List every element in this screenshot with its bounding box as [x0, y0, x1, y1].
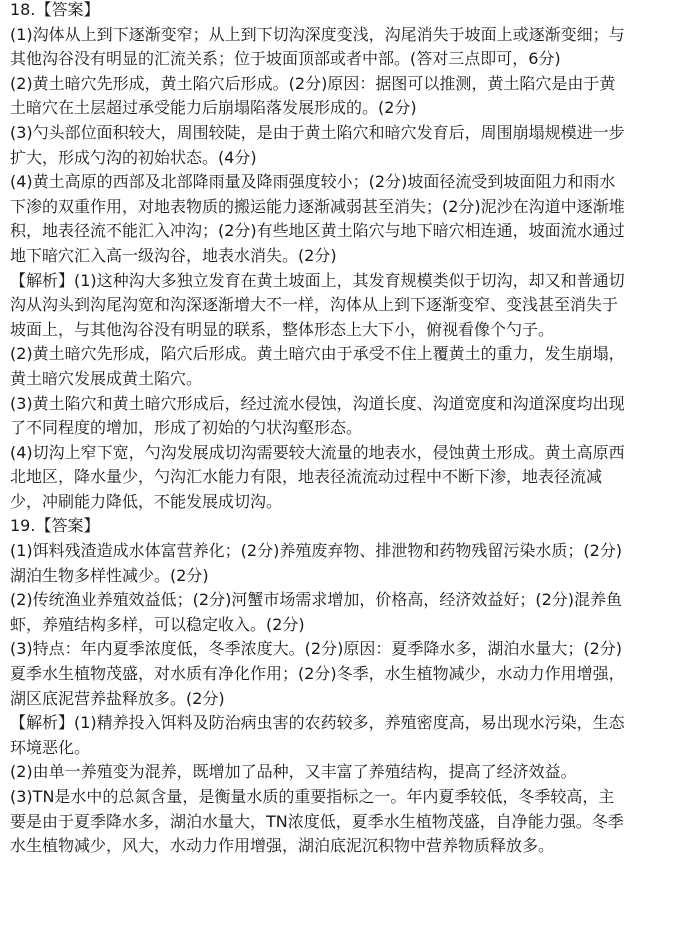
text-line: (1)沟体从上到下逐渐变窄；从上到下切沟深度变浅，沟尾消失于坡面上或逐渐变细；与 [10, 24, 625, 44]
text-line: 湖区底泥营养盐释放多。(2分) [10, 688, 225, 708]
text-line: 沟从沟头到沟尾沟宽和沟深逐渐增大不一样，沟体从上到下逐渐变窄、变浅甚至消失于 [10, 295, 619, 315]
text-line: (3)TN是水中的总氮含量，是衡量水质的重要指标之一。年内夏季较低，冬季较高，主 [10, 787, 615, 806]
text-line: 下渗的双重作用，对地表物质的搬运能力逐渐减弱甚至消失；(2分)泥沙在沟道中逐渐堆 [10, 196, 625, 216]
text-line: 土暗穴在土层超过承受能力后崩塌陷落发展形成的。(2分) [10, 98, 417, 118]
text-line: 水生植物减少，风大，水动力作用增强，湖泊底泥沉积物中营养物质释放多。 [10, 836, 555, 856]
text-line: (3)勺头部位面积较大，周围较陡，是由于黄土陷穴和暗穴发育后，周围崩塌规模进一步 [10, 122, 625, 142]
q18-heading: 18.【答案】 [10, 0, 100, 19]
text-line: 地下暗穴汇入高一级沟谷，地表水消失。(2分) [10, 245, 337, 265]
text-line: 其他沟谷没有明显的汇流关系；位于坡面顶部或者中部。(答对三点即可，6分) [10, 49, 561, 69]
text-line: (2)由单一养殖变为混养，既增加了品种，又丰富了养殖结构，提高了经济效益。 [10, 762, 577, 782]
text-line: (2)黄土暗穴先形成，黄土陷穴后形成。(2分)原因：据图可以推测，黄土陷穴是由于黄 [10, 73, 616, 93]
text-line: 环境恶化。 [10, 737, 91, 757]
text-line: 了不同程度的增加，形成了初始的勺状沟壑形态。 [10, 418, 363, 438]
text-line: 要是由于夏季降水多，湖泊水量大，TN浓度低，夏季水生植物茂盛，自净能力强。冬季 [10, 811, 624, 831]
text-line: 扩大，形成勺沟的初始状态。(4分) [10, 147, 257, 167]
text-line: 积，地表径流不能汇入冲沟；(2分)有些地区黄土陷穴与地下暗穴相连通，坡面流水通过 [10, 221, 625, 241]
text-line: (3)黄土陷穴和黄土暗穴形成后，经过流水侵蚀，沟道长度、沟道宽度和沟道深度均出现 [10, 393, 625, 413]
text-line: (2)黄土暗穴先形成，陷穴后形成。黄土暗穴由于承受不住上覆黄土的重力，发生崩塌， [10, 344, 625, 364]
text-line: 湖泊生物多样性减少。(2分) [10, 565, 209, 585]
q19-analysis-start: 【解析】(1)精养投入饵料及防治病虫害的农药较多，养殖密度高，易出现水污染，生态 [10, 713, 625, 733]
text-line: (3)特点：年内夏季浓度低，冬季浓度大。(2分)原因：夏季降水多，湖泊水量大；(2分) [10, 639, 622, 659]
text-line: 北地区，降水量少，勺沟汇水能力有限，地表径流流动过程中不断下渗，地表径流减 [10, 467, 603, 487]
q18-analysis-start: 【解析】(1)这种沟大多独立发育在黄土坡面上，其发育规模类似于切沟，却又和普通切 [10, 270, 625, 290]
text-line: 虾，养殖结构多样，可以稳定收入。(2分) [10, 614, 305, 634]
text-line: 黄土暗穴发展成黄土陷穴。 [10, 368, 203, 388]
text-line: 夏季水生植物茂盛，对水质有净化作用；(2分)冬季，水生植物减少，水动力作用增强， [10, 664, 625, 684]
text-line: 少，冲刷能力降低，不能发展成切沟。 [10, 491, 283, 511]
text-line: (1)饵料残渣造成水体富营养化；(2分)养殖废弃物、排泄物和药物残留污染水质；(2分) [10, 541, 622, 561]
text-line: (4)切沟上窄下宽，勺沟发展成切沟需要较大流量的地表水，侵蚀黄土形成。黄土高原西 [10, 442, 625, 462]
text-line: (2)传统渔业养殖效益低；(2分)河蟹市场需求增加，价格高，经济效益好；(2分)混养鱼 [10, 590, 622, 610]
text-line: (4)黄土高原的西部及北部降雨量及降雨强度较小；(2分)坡面径流受到坡面阻力和雨水 [10, 172, 616, 192]
q19-heading: 19.【答案】 [10, 516, 100, 536]
text-line: 坡面上，与其他沟谷没有明显的联系，整体形态上大下小，俯视看像个勺子。 [10, 319, 555, 339]
